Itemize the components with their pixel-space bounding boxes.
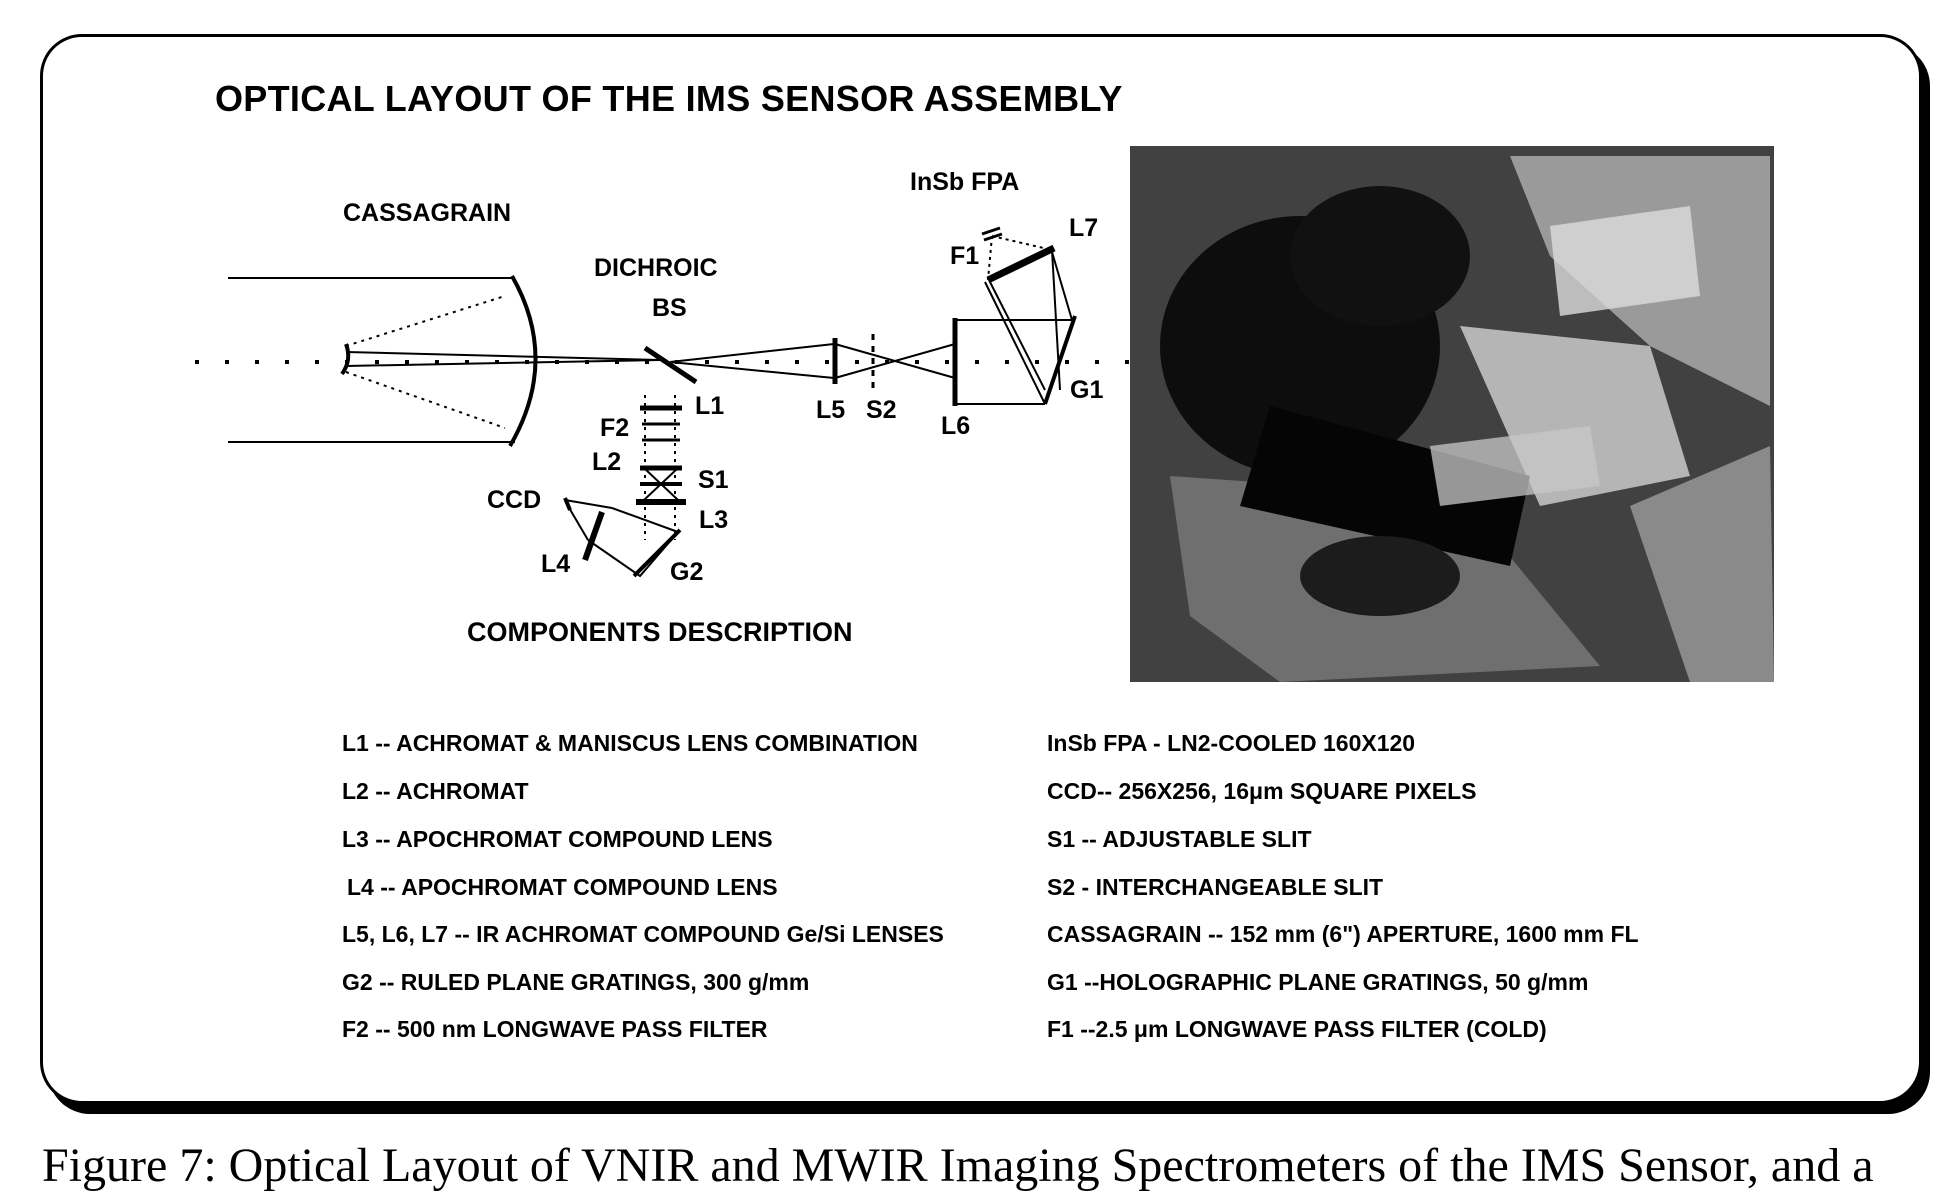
component-desc-left: L3 -- APOCHROMAT COMPOUND LENS: [342, 826, 773, 852]
label-bs: BS: [652, 294, 687, 322]
ir-ray: [985, 282, 1045, 404]
label-cassagrain: CASSAGRAIN: [343, 199, 512, 227]
label-dichroic: DICHROIC: [594, 254, 718, 282]
label-s1: S1: [698, 466, 729, 494]
component-desc-left: L2 -- ACHROMAT: [342, 778, 529, 804]
label-l7: L7: [1069, 214, 1099, 242]
sensor-photo-image: [1130, 146, 1774, 682]
component-desc-left: F2 -- 500 nm LONGWAVE PASS FILTER: [342, 1016, 768, 1042]
label-ccd: CCD: [487, 486, 542, 514]
ir-ray: [990, 282, 1045, 390]
label-g1: G1: [1070, 376, 1104, 404]
label-l5: L5: [816, 396, 846, 424]
components-heading: COMPONENTS DESCRIPTION: [467, 617, 853, 647]
label-l2: L2: [592, 448, 622, 476]
label-f2: F2: [600, 414, 630, 442]
sensor-photo: [1130, 146, 1774, 682]
secondary-mirror: [342, 344, 348, 374]
label-l3: L3: [699, 506, 729, 534]
component-desc-left: L4 -- APOCHROMAT COMPOUND LENS: [347, 874, 778, 900]
label-l1: L1: [695, 392, 725, 420]
cassagrain-ray: [346, 372, 505, 428]
component-desc-right: F1 --2.5 μm LONGWAVE PASS FILTER (COLD): [1047, 1016, 1547, 1042]
ir-ray: [988, 236, 992, 280]
component-desc-left: L5, L6, L7 -- IR ACHROMAT COMPOUND Ge/Si LENSES: [342, 921, 944, 947]
figure-caption: Figure 7: Optical Layout of VNIR and MWIR Imaging Spectrometers of the IMS Sensor, and a: [42, 1139, 1874, 1192]
lens-l7: [988, 248, 1054, 280]
component-desc-right: InSb FPA - LN2-COOLED 160X120: [1047, 730, 1416, 756]
ir-ray: [992, 236, 1052, 250]
component-desc-right: S2 - INTERCHANGEABLE SLIT: [1047, 874, 1384, 900]
filter-f1: [982, 228, 1000, 234]
label-l4: L4: [541, 550, 571, 578]
ir-ray: [670, 362, 834, 378]
component-desc-left: L1 -- ACHROMAT & MANISCUS LENS COMBINATION: [342, 730, 918, 756]
component-desc-left: G2 -- RULED PLANE GRATINGS, 300 g/mm: [342, 969, 810, 995]
cassagrain-ray: [346, 296, 505, 346]
label-l6: L6: [941, 412, 971, 440]
component-desc-right: G1 --HOLOGRAPHIC PLANE GRATINGS, 50 g/mm: [1047, 969, 1589, 995]
component-desc-right: CCD-- 256X256, 16μm SQUARE PIXELS: [1047, 778, 1477, 804]
label-f1: F1: [950, 242, 980, 270]
label-insb-fpa: InSb FPA: [910, 168, 1020, 196]
ccd-ray: [568, 506, 588, 540]
lens-l4: [585, 512, 602, 560]
cassagrain-ray: [346, 360, 660, 366]
component-desc-right: CASSAGRAIN -- 152 mm (6") APERTURE, 1600 mm FL: [1047, 921, 1639, 947]
component-desc-right: S1 -- ADJUSTABLE SLIT: [1047, 826, 1312, 852]
ir-ray: [670, 344, 834, 362]
dichroic-bs: [645, 348, 696, 382]
ccd-ray: [565, 500, 612, 508]
label-g2: G2: [670, 558, 704, 586]
primary-mirror: [510, 276, 536, 446]
figure-title: OPTICAL LAYOUT OF THE IMS SENSOR ASSEMBLY: [215, 78, 1123, 119]
cassagrain-ray: [346, 352, 660, 360]
label-s2: S2: [866, 396, 897, 424]
